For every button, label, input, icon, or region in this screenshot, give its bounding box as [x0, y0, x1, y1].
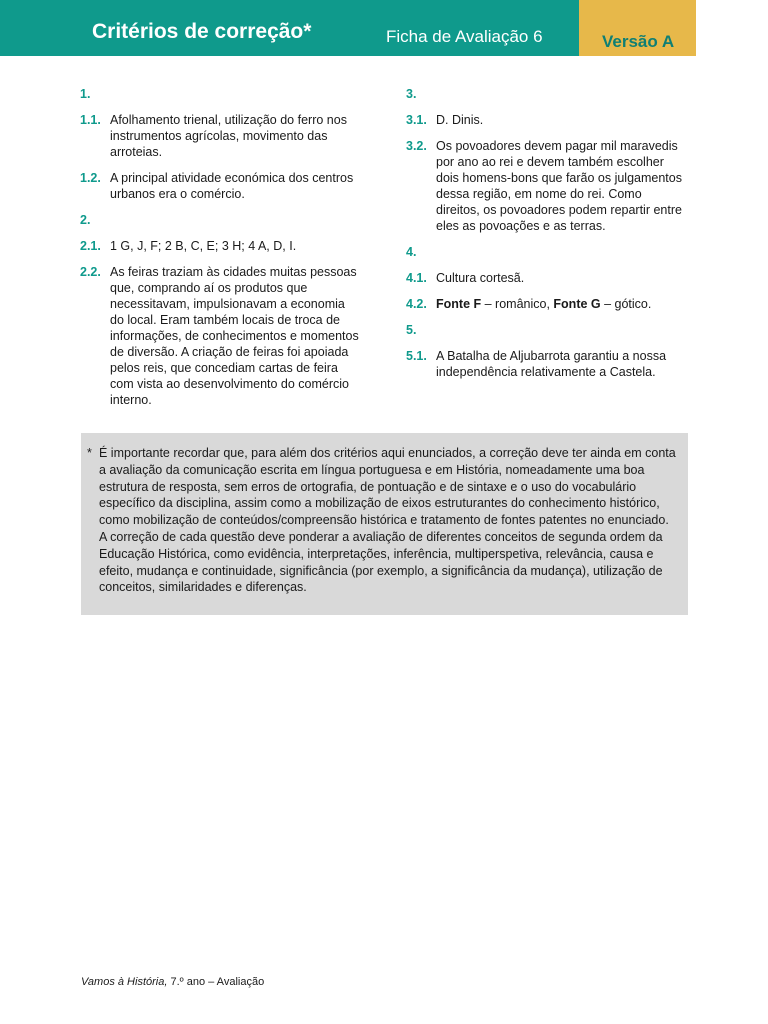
answer-number: 5.1. [406, 349, 427, 363]
question-group-3: 3. [406, 87, 417, 101]
answer-text: Cultura cortesã. [436, 271, 525, 285]
answer-number: 1.2. [80, 171, 101, 185]
version-label: Versão A [602, 32, 675, 51]
footer-book-title: Vamos à História, [81, 976, 168, 988]
answer-number: 1.1. [80, 113, 101, 127]
answer-text [436, 296, 688, 312]
footnote-asterisk: * [87, 446, 92, 460]
answer-text: Os povoadores devem pagar mil maravedis por ano ao rei e devem também escolher dois homens-bons que farão os julgamentos dessa região, em nome do rei. Como direitos, os povoadores podem repartir entre eles as povoações e as terras. [436, 139, 682, 233]
answer-item [406, 112, 688, 128]
footnote-box [81, 433, 688, 615]
footnote-text: É importante recordar que, para além dos critérios aqui enunciados, a correção deve ter ainda em conta a avaliação da comunicação escrita em língua portuguesa e em História, nomeadamente uma boa estrutura de resposta, sem erros de ortografia, de pontuação e de sintaxe e o uso do vocabulário específico da disciplina, assim como a mobilização de eixos estruturantes do conhecimento histórico, como mobilização de conteúdos/compreensão histórica e tratamento de fontes patentes no enunciado. A correção de cada questão deve ponderar a avaliação de diferentes conceitos de segunda ordem da Educação Histórica, como evidência, interpretações, inferência, multiperspetiva, relevância, causa e efeito, mudança e continuidade, significância (por exemplo, a significância da mudança), utilização de conceitos, similaridades e diferenças. [99, 446, 676, 595]
answer-item [406, 296, 688, 312]
page-subtitle: Ficha de Avaliação 6 [386, 27, 543, 46]
question-group-4: 4. [406, 245, 417, 259]
answer-item [406, 138, 688, 234]
answer-item [80, 112, 360, 160]
page-title: Critérios de correção* [92, 20, 312, 43]
answer-number: 3.2. [406, 139, 427, 153]
version-badge [579, 0, 696, 56]
footer-rest: 7.º ano – Avaliação [167, 976, 265, 988]
question-group-1: 1. [80, 87, 91, 101]
answer-text: As feiras traziam às cidades muitas pessoas que, comprando aí os produtos que necessitavam, impulsionavam a economia do local. Eram também locais de troca de informações, de conhecimentos e momentos de diversão. A criação de feiras foi apoiada pelos reis, que concediam cartas de feira com vista ao desenvolvimento do comércio interno. [110, 265, 359, 407]
answer-text: A principal atividade económica dos centros urbanos era o comércio. [110, 171, 354, 201]
answer-number: 4.2. [406, 297, 427, 311]
answer-number: 2.2. [80, 265, 101, 279]
source-f-label: Fonte F [436, 297, 482, 311]
question-group-5: 5. [406, 323, 417, 337]
source-f-style: – românico, [481, 297, 554, 311]
question-group-2: 2. [80, 213, 91, 227]
page-footer [81, 975, 264, 989]
source-g-label: Fonte G [553, 297, 601, 311]
answer-text: Afolhamento trienal, utilização do ferro nos instrumentos agrícolas, movimento das arroteias. [110, 113, 347, 159]
answer-number: 3.1. [406, 113, 427, 127]
source-g-style: – gótico. [600, 297, 652, 311]
answer-text: A Batalha de Aljubarrota garantiu a nossa independência relativamente a Castela. [436, 349, 667, 379]
answer-item [406, 348, 688, 380]
answer-text: D. Dinis. [436, 113, 484, 127]
answer-text: 1 G, J, F; 2 B, C, E; 3 H; 4 A, D, I. [110, 239, 297, 253]
answer-number: 4.1. [406, 271, 427, 285]
right-column [406, 86, 688, 390]
answer-item [80, 264, 360, 408]
answer-item [406, 270, 688, 286]
answer-number: 2.1. [80, 239, 101, 253]
answer-item [80, 238, 360, 254]
header-bar [0, 0, 696, 56]
answer-item [80, 170, 360, 202]
left-column [80, 86, 360, 418]
